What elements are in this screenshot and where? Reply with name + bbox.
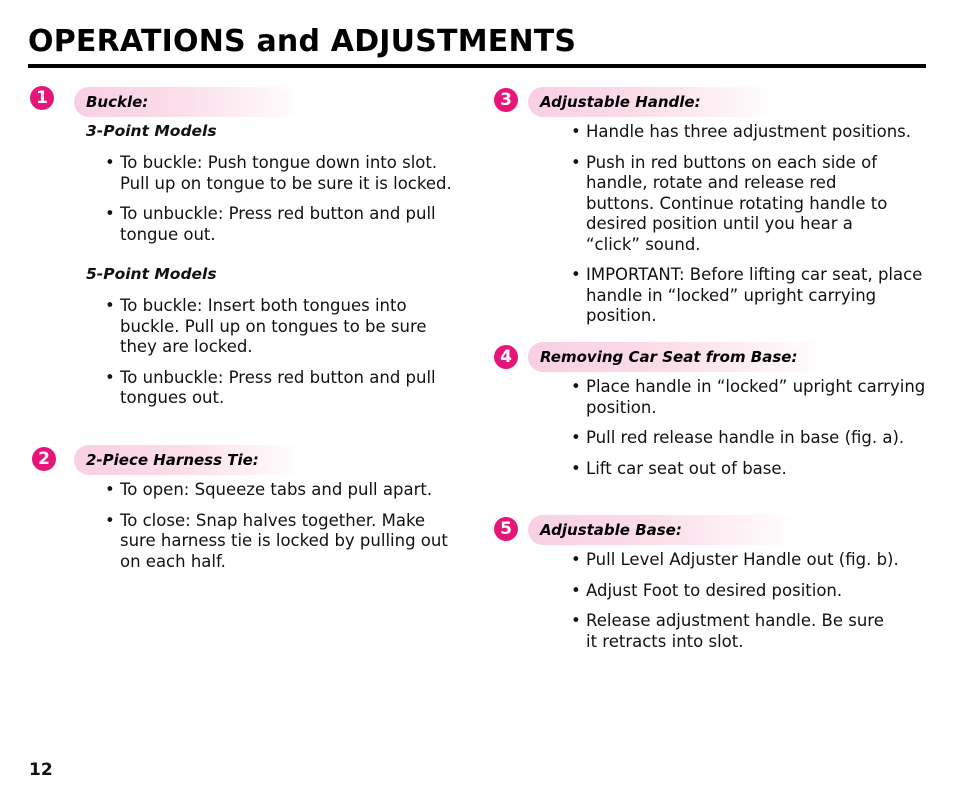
list-item: • To open: Squeeze tabs and pull apart. [105,480,455,501]
section-number-badge-5: 5 [494,517,518,541]
section-heading-buckle: Buckle: [74,87,304,117]
list-item: • IMPORTANT: Before lifting car seat, place handle in “locked” upright carrying position. [571,265,936,327]
section-heading-harness-tie: 2-Piece Harness Tie: [74,445,304,475]
title-rule [28,64,926,68]
subsection-title-3-point: 3-Point Models [86,122,217,140]
page-title: OPERATIONS and ADJUSTMENTS [28,24,577,59]
list-item: • Handle has three adjustment positions. [571,122,936,143]
section-number-badge-3: 3 [494,88,518,112]
list-item: • To close: Snap halves together. Make sure harness tie is locked by pulling out on each half. [105,511,455,573]
section-number-badge-1: 1 [30,86,54,110]
list-item: • Lift car seat out of base. [571,459,936,480]
list-item: • To unbuckle: Press red button and pull tongues out. [105,368,445,409]
subsection-title-5-point: 5-Point Models [86,265,217,283]
list-item: • Place handle in “locked” upright carrying position. [571,377,936,418]
section-heading-adjustable-base: Adjustable Base: [528,515,798,545]
section-heading-removing-car-seat: Removing Car Seat from Base: [528,342,828,372]
section-number-badge-4: 4 [494,345,518,369]
list-item: • Adjust Foot to desired position. [571,581,936,602]
bullet-list-5-point [105,296,445,409]
list-item: • Push in red buttons on each side of handle, rotate and release red buttons. Continue rotating handle to desired position until you hear a “click” sound. [571,153,936,256]
section-heading-adjustable-handle: Adjustable Handle: [528,87,778,117]
list-item: • Pull red release handle in base (fig. a). [571,428,936,449]
bullet-list-harness-tie [105,480,455,572]
section-number-badge-2: 2 [32,447,56,471]
list-item: • To buckle: Insert both tongues into buckle. Pull up on tongues to be sure they are locked. [105,296,445,358]
list-item: • Release adjustment handle. Be sure it retracts into slot. [571,611,936,652]
list-item: • To unbuckle: Press red button and pull tongue out. [105,204,457,245]
bullet-list-adjustable-base [571,550,936,652]
page-number: 12 [29,760,53,780]
list-item: • To buckle: Push tongue down into slot. Pull up on tongue to be sure it is locked. [105,153,457,194]
bullet-list-adjustable-handle [571,122,936,327]
list-item: • Pull Level Adjuster Handle out (fig. b). [571,550,936,571]
bullet-list-3-point [105,153,457,245]
bullet-list-removing-car-seat [571,377,936,479]
